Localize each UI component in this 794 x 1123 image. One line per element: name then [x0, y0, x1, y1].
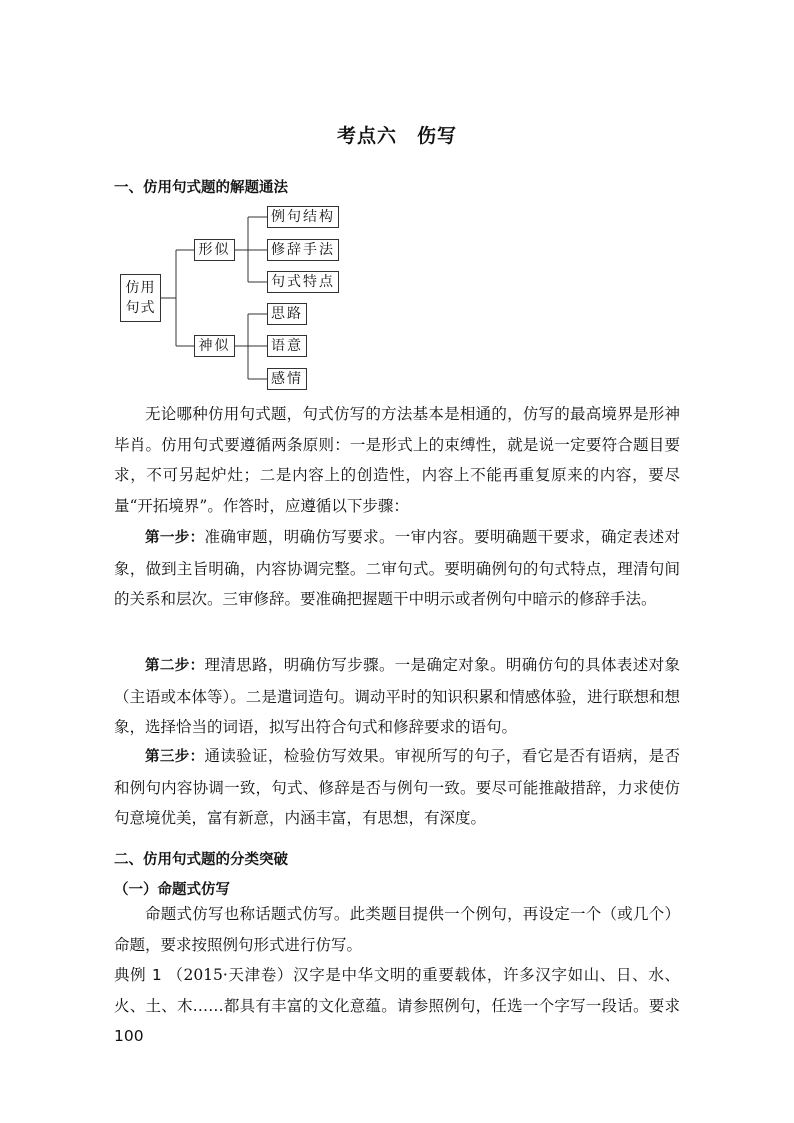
- diagram-branch-spirit: 神似: [194, 335, 235, 357]
- diagram-branch-form: 形似: [194, 239, 235, 261]
- section-heading-1: 一、仿用句式题的解题通法: [114, 180, 288, 196]
- diagram-leaf: 例句结构: [267, 206, 339, 228]
- subsection-intro: 命题式仿写也称话题式仿写。此类题目提供一个例句，再设定一个（或几个）命题，要求按照例句形式进行仿写。: [114, 905, 680, 954]
- step-text: 通读验证，检验仿写效果。审视所写的句子，看它是否有语病，是否和例句内容协调一致，句式、修辞是否与例句一致。要尽可能推敲措辞，力求使仿句意境优美，富有新意，内涵丰富，有思想，有深度。: [114, 747, 680, 827]
- example-source: （2015·天津卷）: [167, 966, 294, 984]
- step-label: 第三步：: [145, 749, 205, 765]
- diagram-leaf: 句式特点: [267, 271, 339, 293]
- step-paragraph: [114, 741, 680, 834]
- example-text: 汉字是中华文明的重要载体，许多汉字如山、日、水、火、土、木……都具有丰富的文化意蕴。请参照例句，任选一个字写一段话。要求 100: [114, 966, 680, 1045]
- diagram-leaf: 修辞手法: [267, 239, 339, 261]
- diagram-leaf: 感情: [267, 368, 307, 390]
- subsection-heading: （一）命题式仿写: [114, 882, 230, 898]
- diagram-root-box: 仿用句式: [120, 274, 161, 322]
- page-title: 考点六 伤写: [336, 125, 457, 147]
- step-label: 第一步：: [145, 530, 205, 546]
- intro-paragraph: 无论哪种仿用句式题，句式仿写的方法基本是相通的，仿写的最高境界是形神毕肖。仿用句式要遵循两条原则：一是形式上的束缚性，就是说一定要符合题目要求，不可另起炉灶；二是内容上的创造性，内容上不能再重复原来的内容，要尽量“开拓境界”。作答时，应遵循以下步骤：: [114, 405, 680, 515]
- diagram-leaf: 思路: [267, 303, 307, 325]
- section-heading-2: 二、仿用句式题的分类突破: [114, 852, 288, 868]
- step-label: 第二步：: [145, 658, 205, 674]
- diagram-leaf: 语意: [267, 335, 307, 357]
- step-text: 理清思路，明确仿写步骤。一是确定对象。明确仿句的具体表述对象（主语或本体等）。二是遣词造句。调动平时的知识积累和情感体验，进行联想和想象，选择恰当的词语，拟写出符合句式和修辞要求的语句。: [114, 656, 680, 736]
- step-paragraph: [114, 650, 680, 743]
- step-text: 准确审题，明确仿写要求。一审内容。要明确题干要求，确定表述对象，做到主旨明确，内容协调完整。二审句式。要明确例句的句式特点，理清句间的关系和层次。三审修辞。要准确把握题干中明示或者例句中暗示的修辞手法。: [114, 528, 680, 608]
- example-paragraph: [114, 960, 680, 1052]
- method-diagram: [114, 200, 354, 400]
- example-label: 典例 1: [114, 966, 162, 984]
- step-paragraph: [114, 522, 680, 615]
